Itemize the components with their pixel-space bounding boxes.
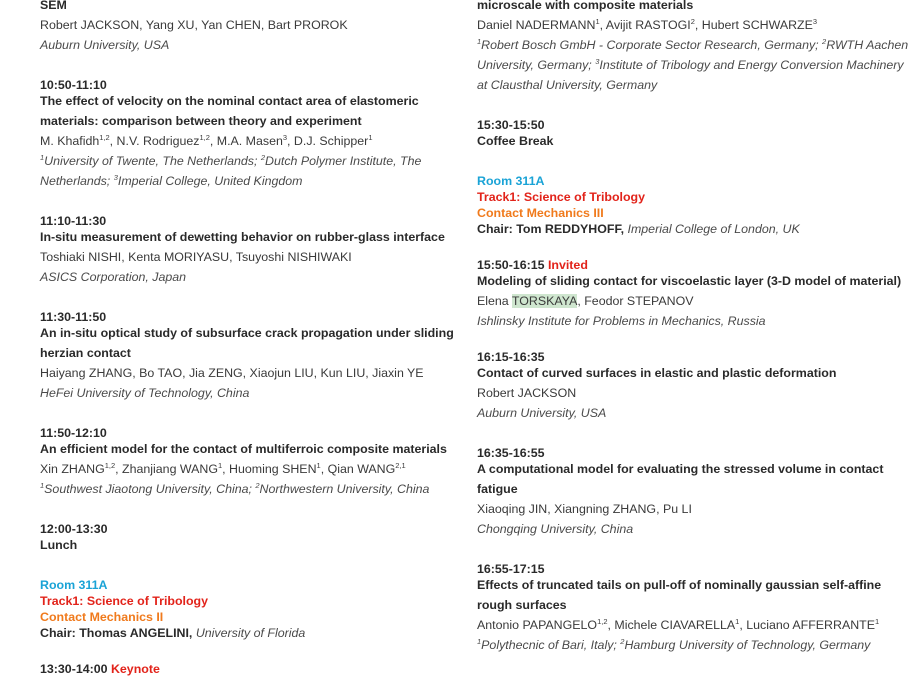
- break-label: Coffee Break: [477, 134, 554, 148]
- affiliation: $^1$Robert Bosch GmbH - Corporate Sector Research, Germany; $^2$RWTH Aachen: [477, 37, 909, 52]
- talk-title: Effects of truncated tails on pull-off of nominally gaussian self-affine: [477, 578, 882, 592]
- session-label: Contact Mechanics II: [40, 610, 164, 624]
- affiliation: Netherlands; $^3$Imperial College, United Kingdom: [40, 173, 303, 188]
- talk-title: herzian contact: [40, 346, 131, 360]
- affiliation: $^1$Polythecnic of Bari, Italy; $^2$Hamburg University of Technology, Germany: [477, 637, 871, 652]
- affiliation: ASICS Corporation, Japan: [40, 270, 187, 284]
- authors: Haiyang ZHANG, Bo TAO, Jia ZENG, Xiaojun LIU, Kun LIU, Jiaxin YE: [40, 366, 424, 380]
- affiliation: HeFei University of Technology, China: [40, 386, 250, 400]
- authors: Toshiaki NISHI, Kenta MORIYASU, Tsuyoshi NISHIWAKI: [40, 250, 352, 264]
- affiliation: at Clausthal University, Germany: [477, 78, 658, 92]
- break-time: 12:00-13:30: [40, 522, 108, 536]
- talk-title: microscale with composite materials: [477, 0, 694, 12]
- highlighted-name: TORSKAYA: [511, 294, 578, 308]
- talk-title: Contact of curved surfaces in elastic and plastic deformation: [477, 366, 837, 380]
- talk-title: The effect of velocity on the nominal contact area of elastomeric: [40, 94, 419, 108]
- chair-line: Chair: Thomas ANGELINI, University of Florida: [40, 626, 306, 640]
- affiliation: Auburn University, USA: [477, 406, 607, 420]
- break-time: 15:30-15:50: [477, 118, 545, 132]
- session-label: Contact Mechanics III: [477, 206, 604, 220]
- talk-time: 15:50-16:15 Invited: [477, 258, 588, 272]
- authors: M. Khafidh$^{1,2}$, N.V. Rodriguez$^{1,2}$, M.A. Masen$^3$, D.J. Schipper$^1$: [40, 133, 373, 148]
- talk-title: An efficient model for the contact of multiferroic composite materials: [40, 442, 447, 456]
- room-label: Room 311A: [40, 578, 108, 592]
- talk-title: Modeling of sliding contact for viscoelastic layer (3-D model of material): [477, 274, 902, 288]
- track-label: Track1: Science of Tribology: [477, 190, 646, 204]
- talk-time: 10:50-11:10: [40, 78, 107, 92]
- affiliation: $^1$University of Twente, The Netherlands; $^2$Dutch Polymer Institute, The: [40, 153, 422, 168]
- talk-title: A computational model for evaluating the stressed volume in contact: [477, 462, 884, 476]
- talk-time: 16:15-16:35: [477, 350, 545, 364]
- authors: Xin ZHANG$^{1,2}$, Zhanjiang WANG$^1$, Huoming SHEN$^1$, Qian WANG$^{2,1}$: [40, 461, 406, 476]
- talk-time-partial: 13:30-14:00 Keynote: [40, 662, 160, 676]
- invited-tag: Invited: [547, 258, 588, 272]
- room-label: Room 311A: [477, 174, 545, 188]
- authors: Daniel NADERMANN$^1$, Avijit RASTOGI$^2$, Hubert SCHWARZE$^3$: [477, 17, 818, 32]
- authors: Antonio PAPANGELO$^{1,2}$, Michele CIAVARELLA$^1$, Luciano AFFERRANTE$^1$: [477, 617, 880, 632]
- authors: Robert JACKSON: [477, 386, 577, 400]
- talk-time: 16:35-16:55: [477, 446, 545, 460]
- talk-time: 11:10-11:30: [40, 214, 107, 228]
- session-title: SEM: [40, 0, 67, 12]
- affiliation: Ishlinsky Institute for Problems in Mechanics, Russia: [477, 314, 766, 328]
- break-label: Lunch: [40, 538, 78, 552]
- talk-title: materials: comparison between theory and experiment: [40, 114, 362, 128]
- affiliation: $^1$Southwest Jiaotong University, China; $^2$Northwestern University, China: [40, 481, 430, 496]
- talk-title: rough surfaces: [477, 598, 567, 612]
- authors: Elena TORSKAYA, Feodor STEPANOV: [477, 294, 694, 308]
- talk-time: 16:55-17:15: [477, 562, 545, 576]
- talk-time: 11:30-11:50: [40, 310, 107, 324]
- chair-line: Chair: Tom REDDYHOFF, Imperial College of London, UK: [477, 222, 800, 236]
- affiliation: Auburn University, USA: [40, 38, 170, 52]
- authors: Xiaoqing JIN, Xiangning ZHANG, Pu LI: [477, 502, 692, 516]
- talk-time: 11:50-12:10: [40, 426, 107, 440]
- talk-title: In-situ measurement of dewetting behavior on rubber-glass interface: [40, 230, 445, 244]
- authors: Robert JACKSON, Yang XU, Yan CHEN, Bart PROROK: [40, 18, 348, 32]
- talk-title: fatigue: [477, 482, 518, 496]
- affiliation: University, Germany; $^3$Institute of Tribology and Energy Conversion Machinery: [477, 57, 904, 72]
- talk-title: An in-situ optical study of subsurface crack propagation under sliding: [40, 326, 454, 340]
- track-label: Track1: Science of Tribology: [40, 594, 209, 608]
- affiliation: Chongqing University, China: [477, 522, 634, 536]
